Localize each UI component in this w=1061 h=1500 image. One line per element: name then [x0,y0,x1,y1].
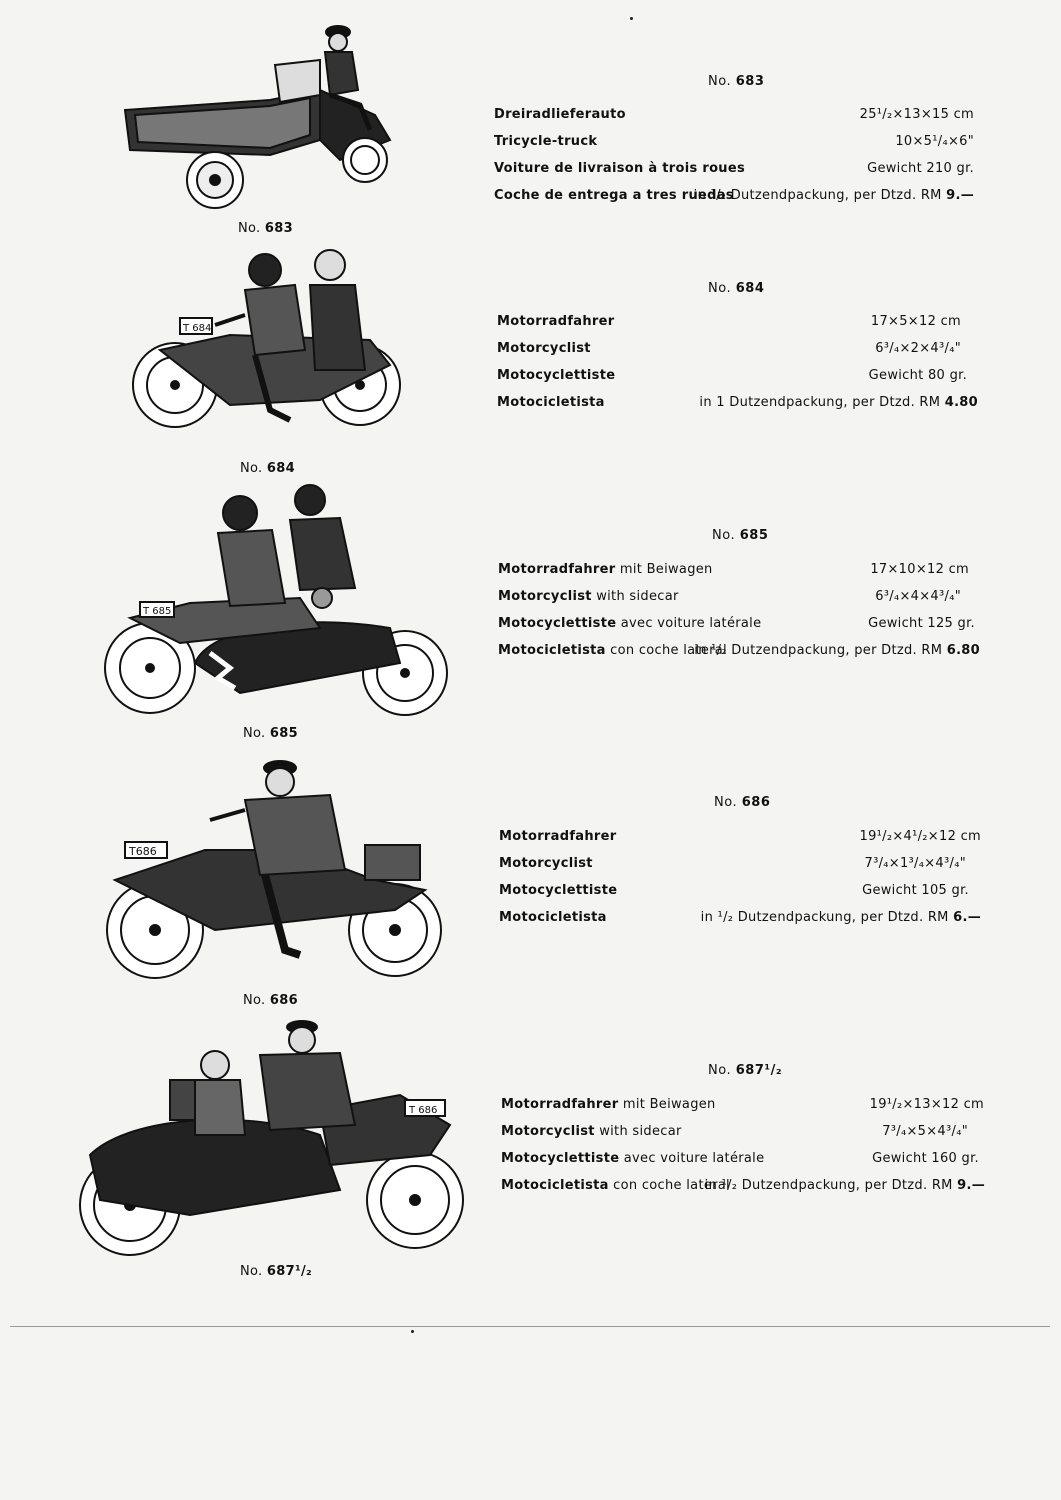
product-suffix: mit Beiwagen [618,1097,716,1112]
product-name: Motorcyclist [498,589,592,604]
illustration-686-motorcyclist [95,750,455,985]
product-name: Motocicletista [498,643,606,658]
product-name: Coche de entrega a tres ruedas [494,188,734,203]
product-suffix: mit Beiwagen [615,562,713,577]
product-spec: Gewicht 105 gr. [862,883,969,898]
entry-number: 686 [741,795,771,810]
caption-number: 686 [269,993,298,1008]
entry-6875-row-4 [501,1178,985,1193]
entry-number-685 [712,528,768,543]
entry-no-label: No. [714,795,738,810]
product-name: Motocyclettiste [497,368,616,383]
price: 4.80 [944,395,978,410]
entry-683-row-1 [494,107,974,122]
plate-686: T686 [129,845,157,858]
entry-number: 684 [735,281,765,296]
product-name: Motocyclettiste [501,1151,620,1166]
bottom-rule [10,1326,1050,1327]
product-suffix: avec voiture latérale [619,1151,765,1166]
price: 9.— [957,1178,985,1193]
entry-684-row-2 [497,341,961,356]
product-name: Motocicletista [497,395,605,410]
caption-number: 684 [266,461,295,476]
pack-text: in ¹/₂ Dutzendpackung, per Dtzd. RM [693,188,942,203]
entry-684-row-3 [497,368,967,383]
entry-no-label: No. [708,281,732,296]
price: 9.— [946,188,974,203]
product-name: Dreiradlieferauto [494,107,626,122]
product-spec: Gewicht 125 gr. [868,616,975,631]
product-suffix: with sidecar [591,589,679,604]
entry-number: 687¹/₂ [735,1063,783,1078]
illustration-6875-motorcycle-sidecar [70,1015,480,1265]
entry-685-row-1 [498,562,969,577]
entry-6875-row-1 [501,1097,984,1112]
product-spec: 7³/₄×1³/₄×4³/₄" [864,856,966,871]
product-spec: 17×10×12 cm [870,562,969,577]
caption-no-label: No. [240,461,263,476]
entry-686-row-2 [499,856,966,871]
entry-number: 685 [739,528,769,543]
entry-686-row-3 [499,883,969,898]
entry-6875-row-3 [501,1151,979,1166]
product-name: Motocicletista [501,1178,609,1193]
product-spec: 19¹/₂×4¹/₂×12 cm [859,829,981,844]
product-name: Motocicletista [499,910,607,925]
product-name: Motocyclettiste [498,616,617,631]
pack-text: in ¹/₂ Dutzendpackung, per Dtzd. RM [694,643,943,658]
speck [411,1330,414,1333]
price: 6.80 [946,643,980,658]
pack-text: in ¹/₂ Dutzendpackung, per Dtzd. RM [700,910,949,925]
product-spec: Gewicht 160 gr. [872,1151,979,1166]
entry-685-row-4 [498,643,980,658]
product-name: Motorradfahrer [497,314,615,329]
product-spec: 17×5×12 cm [870,314,961,329]
entry-number-6875 [708,1063,782,1078]
entry-683-row-2 [494,134,974,149]
product-suffix: con coche lateral [605,643,727,658]
entry-no-label: No. [708,1063,732,1078]
pack-text: in 1 Dutzendpackung, per Dtzd. RM [699,395,941,410]
product-suffix: with sidecar [594,1124,682,1139]
entry-686-row-1 [499,829,981,844]
caption-686 [243,993,298,1008]
caption-number: 687¹/₂ [266,1264,312,1279]
caption-683 [238,221,293,236]
product-name: Motorradfahrer [498,562,616,577]
entry-683-row-4 [494,188,974,203]
illustration-683-tricycle-truck [120,20,410,220]
product-spec: 25¹/₂×13×15 cm [859,107,974,122]
product-spec: 7³/₄×5×4³/₄" [882,1124,968,1139]
caption-no-label: No. [238,221,261,236]
caption-6875 [240,1264,312,1279]
product-name: Motocyclettiste [499,883,618,898]
product-name: Motorradfahrer [499,829,617,844]
product-name: Motorcyclist [501,1124,595,1139]
entry-685-row-2 [498,589,961,604]
entry-683-row-3 [494,161,974,176]
product-name: Motorcyclist [497,341,591,356]
product-suffix: avec voiture latérale [616,616,762,631]
entry-no-label: No. [712,528,736,543]
plate-684: T 684 [183,323,212,334]
caption-684 [240,461,295,476]
illustration-684-motorcyclist [120,240,420,445]
caption-no-label: No. [243,993,266,1008]
entry-6875-row-2 [501,1124,968,1139]
entry-685-row-3 [498,616,975,631]
entry-684-row-1 [497,314,961,329]
entry-number-686 [714,795,770,810]
caption-number: 685 [269,726,298,741]
entry-no-label: No. [708,74,732,89]
caption-no-label: No. [240,1264,263,1279]
price: 6.— [953,910,981,925]
product-name: Motorradfahrer [501,1097,619,1112]
product-name: Tricycle-truck [494,134,598,149]
caption-no-label: No. [243,726,266,741]
illustration-685-motorcycle-sidecar [100,478,460,723]
caption-685 [243,726,298,741]
product-name: Voiture de livraison à trois roues [494,161,746,176]
entry-number-683 [708,74,764,89]
product-spec: Gewicht 210 gr. [867,161,974,176]
caption-number: 683 [264,221,293,236]
speck [630,17,633,20]
plate-6875: T 686 [409,1105,438,1116]
entry-684-row-4 [497,395,978,410]
product-suffix: con coche lateral [608,1178,730,1193]
product-spec: 6³/₄×2×4³/₄" [875,341,961,356]
product-name: Motorcyclist [499,856,593,871]
plate-685: T 685 [143,606,172,617]
entry-number: 683 [735,74,765,89]
pack-text: in ¹/₂ Dutzendpackung, per Dtzd. RM [704,1178,953,1193]
product-spec: 19¹/₂×13×12 cm [869,1097,984,1112]
entry-number-684 [708,281,764,296]
product-spec: Gewicht 80 gr. [868,368,967,383]
product-spec: 10×5¹/₄×6" [895,134,974,149]
product-spec: 6³/₄×4×4³/₄" [875,589,961,604]
entry-686-row-4 [499,910,981,925]
